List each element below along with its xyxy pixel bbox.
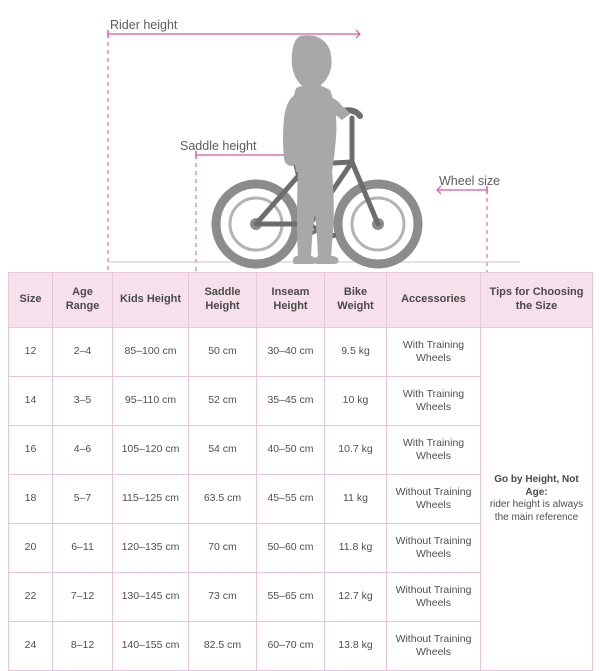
cell-size: 18 (9, 475, 53, 524)
cell-accessories: Without Training Wheels (387, 573, 481, 622)
cell-size: 12 (9, 328, 53, 377)
cell-inseam-height: 45–55 cm (257, 475, 325, 524)
cell-accessories: Without Training Wheels (387, 524, 481, 573)
cell-kids-height: 130–145 cm (113, 573, 189, 622)
cell-bike-weight: 9.5 kg (325, 328, 387, 377)
cell-kids-height: 140–155 cm (113, 622, 189, 671)
column-header-size: Size (9, 273, 53, 328)
cell-age: 4–6 (53, 426, 113, 475)
tips-title: Go by Height, Not Age: (494, 474, 579, 498)
cell-age: 3–5 (53, 377, 113, 426)
table-header-row (9, 273, 593, 328)
cell-inseam-height: 50–60 cm (257, 524, 325, 573)
cell-age: 7–12 (53, 573, 113, 622)
cell-accessories: With Training Wheels (387, 426, 481, 475)
cell-saddle-height: 82.5 cm (189, 622, 257, 671)
cell-kids-height: 115–125 cm (113, 475, 189, 524)
table-body (9, 328, 593, 671)
cell-size: 14 (9, 377, 53, 426)
cell-age: 8–12 (53, 622, 113, 671)
table-header (9, 273, 593, 328)
cell-inseam-height: 55–65 cm (257, 573, 325, 622)
cell-size: 20 (9, 524, 53, 573)
tips-text: rider height is always the main reference (489, 499, 584, 523)
cell-size: 16 (9, 426, 53, 475)
column-header-bike-weight: Bike Weight (325, 273, 387, 328)
cell-inseam-height: 35–45 cm (257, 377, 325, 426)
column-header-accessories: Accessories (387, 273, 481, 328)
column-header-saddle-height: Saddle Height (189, 273, 257, 328)
cell-bike-weight: 11.8 kg (325, 524, 387, 573)
cell-accessories: With Training Wheels (387, 328, 481, 377)
cell-bike-weight: 10 kg (325, 377, 387, 426)
bike-sizing-illustration (0, 0, 600, 272)
cell-size: 24 (9, 622, 53, 671)
cell-kids-height: 105–120 cm (113, 426, 189, 475)
column-header-inseam-height: Inseam Height (257, 273, 325, 328)
cell-inseam-height: 40–50 cm (257, 426, 325, 475)
cell-inseam-height: 60–70 cm (257, 622, 325, 671)
column-header-tips: Tips for Choosing the Size (481, 273, 593, 328)
cell-saddle-height: 63.5 cm (189, 475, 257, 524)
cell-bike-weight: 13.8 kg (325, 622, 387, 671)
cell-kids-height: 120–135 cm (113, 524, 189, 573)
cell-saddle-height: 73 cm (189, 573, 257, 622)
saddle-height-label: Saddle height (180, 139, 257, 153)
cell-kids-height: 95–110 cm (113, 377, 189, 426)
cell-accessories: With Training Wheels (387, 377, 481, 426)
cell-inseam-height: 30–40 cm (257, 328, 325, 377)
rider-height-label: Rider height (110, 18, 178, 32)
cell-bike-weight: 11 kg (325, 475, 387, 524)
cell-accessories: Without Training Wheels (387, 622, 481, 671)
illustration-svg (0, 0, 600, 272)
cell-bike-weight: 10.7 kg (325, 426, 387, 475)
cell-saddle-height: 70 cm (189, 524, 257, 573)
cell-saddle-height: 50 cm (189, 328, 257, 377)
column-header-kids-height: Kids Height (113, 273, 189, 328)
cell-accessories: Without Training Wheels (387, 475, 481, 524)
cell-bike-weight: 12.7 kg (325, 573, 387, 622)
cell-size: 22 (9, 573, 53, 622)
size-table (8, 272, 593, 671)
table-row (9, 328, 593, 377)
cell-saddle-height: 52 cm (189, 377, 257, 426)
column-header-age-range: Age Range (53, 273, 113, 328)
cell-saddle-height: 54 cm (189, 426, 257, 475)
cell-age: 6–11 (53, 524, 113, 573)
cell-age: 5–7 (53, 475, 113, 524)
cell-tips (481, 328, 593, 671)
cell-age: 2–4 (53, 328, 113, 377)
wheel-size-label: Wheel size (439, 174, 501, 188)
cell-kids-height: 85–100 cm (113, 328, 189, 377)
